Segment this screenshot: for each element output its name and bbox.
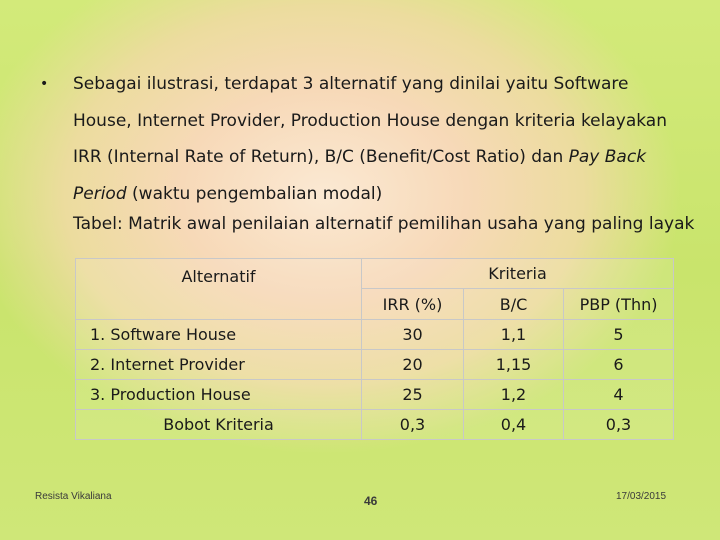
table-cell: 6 — [564, 350, 674, 380]
weights-row — [76, 410, 674, 440]
bullet-text — [73, 66, 690, 212]
table-row — [76, 320, 674, 350]
header-kriteria: Kriteria — [362, 259, 674, 289]
table-cell: 30 — [362, 320, 464, 350]
alternative-matrix-table — [75, 258, 674, 440]
table-cell: 4 — [564, 380, 674, 410]
table-cell: 1,2 — [464, 380, 564, 410]
column-header: IRR (%) — [362, 289, 464, 320]
table-row — [76, 380, 674, 410]
weights-label: Bobot Kriteria — [76, 410, 362, 440]
footer-page-number: 46 — [364, 494, 378, 508]
row-label: 2. Internet Provider — [76, 350, 362, 380]
table-cell: 25 — [362, 380, 464, 410]
bullet-paragraph — [40, 66, 690, 212]
header-alternatif: Alternatif — [76, 259, 362, 320]
weight-cell: 0,3 — [564, 410, 674, 440]
table-header-row — [76, 259, 674, 289]
table-row — [76, 350, 674, 380]
row-label: 1. Software House — [76, 320, 362, 350]
bullet-dot-icon: • — [40, 76, 49, 92]
bullet-text-main: Sebagai ilustrasi, terdapat 3 alternatif yang dinilai yaitu Software House, Internet Provider, Production House dengan kriteria kelayakan IRR (Internal Rate of Return), B/C (Benefit/Cost Ratio) dan — [73, 74, 667, 167]
column-header: B/C — [464, 289, 564, 320]
footer-date: 17/03/2015 — [616, 491, 667, 502]
column-header: PBP (Thn) — [564, 289, 674, 320]
caption-text: Matrik awal penilaian alternatif pemilihan usaha yang paling layak — [128, 214, 695, 234]
table-cell: 5 — [564, 320, 674, 350]
bullet-text-tail: (waktu pengembalian modal) — [126, 183, 383, 204]
bullet-text-italic: Pay Back Period — [73, 147, 647, 204]
table-cell: 1,15 — [464, 350, 564, 380]
caption-prefix: Tabel: — [73, 214, 129, 234]
weight-cell: 0,3 — [362, 410, 464, 440]
table-caption — [73, 212, 703, 236]
table-cell: 1,1 — [464, 320, 564, 350]
footer-author: Resista Vikaliana — [35, 491, 112, 502]
weight-cell: 0,4 — [464, 410, 564, 440]
row-label: 3. Production House — [76, 380, 362, 410]
table-cell: 20 — [362, 350, 464, 380]
